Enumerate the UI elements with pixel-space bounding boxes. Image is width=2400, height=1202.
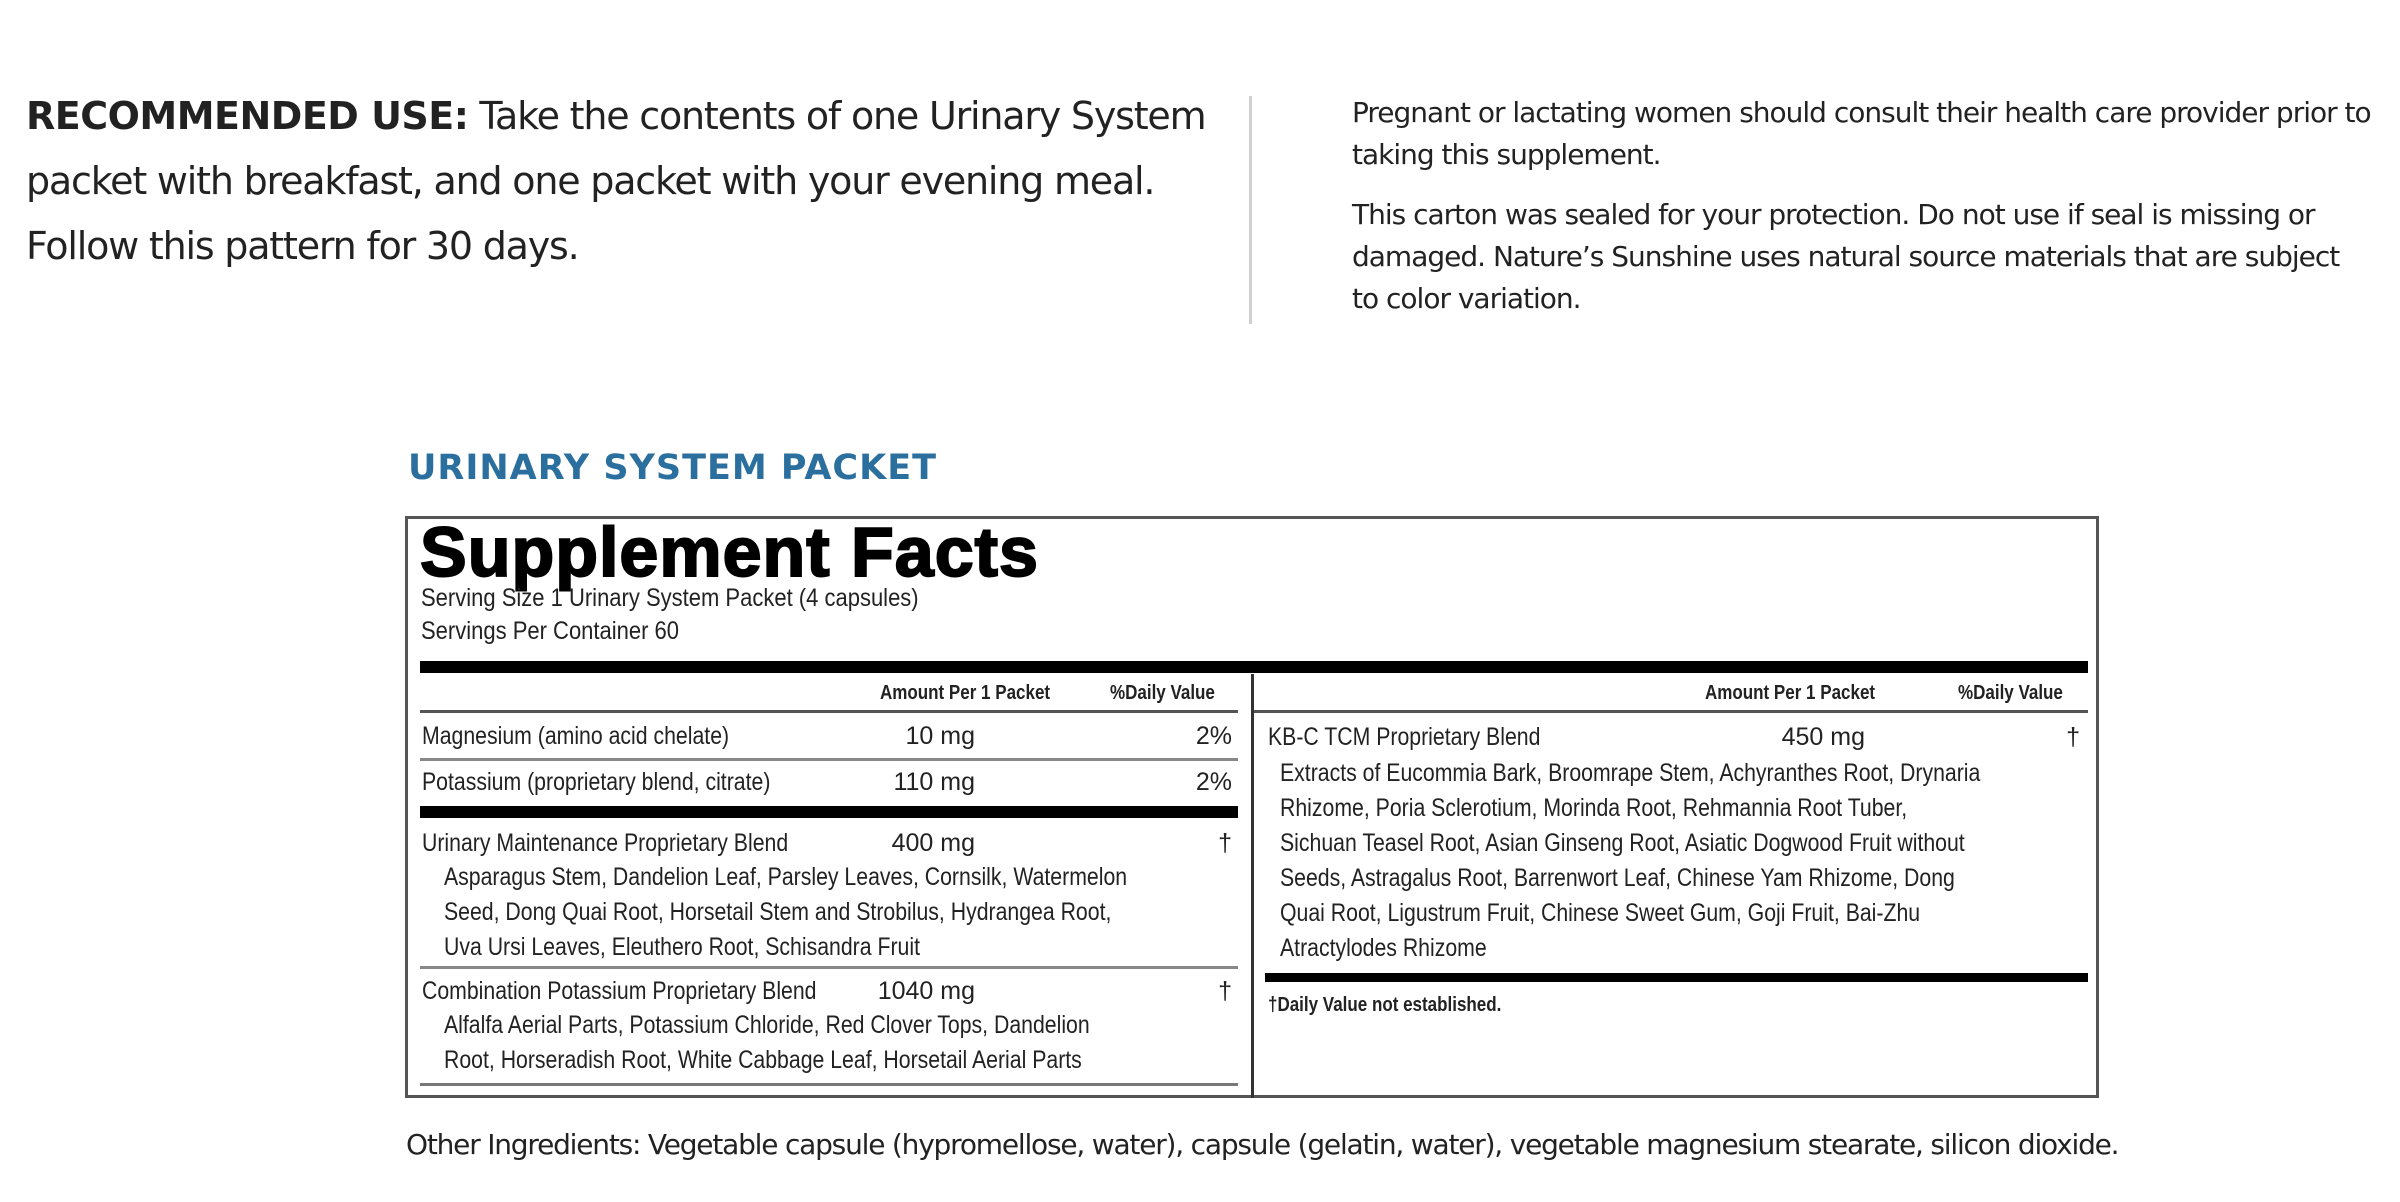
recommended-use-body: Take the contents of one Urinary System packet with breakfast, and one packet with your evening meal. Follow this pattern for 30 days. [26, 94, 1206, 268]
dagger-mark: † [1218, 829, 1232, 857]
blend-amount: 400 mg [891, 829, 975, 857]
ingredients-line: Asparagus Stem, Dandelion Leaf, Parsley Leaves, Cornsilk, Watermelon [444, 863, 1128, 891]
nutrient-amount: 10 mg [905, 722, 975, 750]
thin-rule [420, 758, 1238, 761]
blend-ingredients [444, 1008, 1090, 1078]
packet-title: URINARY SYSTEM PACKET [408, 448, 938, 488]
blend-amount: 450 mg [1781, 723, 1865, 751]
nutrient-name: Magnesium (amino acid chelate) [422, 722, 730, 750]
blend-name: Urinary Maintenance Proprietary Blend [422, 829, 789, 857]
nutrient-name: Potassium (proprietary blend, citrate) [422, 768, 771, 796]
daily-value-footnote: †Daily Value not established. [1268, 994, 1502, 1016]
panel-column-divider [1251, 674, 1254, 1098]
left-dv-header: %Daily Value [1110, 682, 1215, 704]
left-amount-header: Amount Per 1 Packet [880, 682, 1051, 704]
ingredients-line: Seeds, Astragalus Root, Barrenwort Leaf, Chinese Yam Rhizome, Dong [1280, 864, 1955, 892]
seal-warning: This carton was sealed for your protection. Do not use if seal is missing or damaged. Nature’s Sunshine uses natural source materials that are subject to color variation. [1352, 198, 2340, 315]
right-dv-header: %Daily Value [1958, 682, 2063, 704]
ingredients-line: Alfalfa Aerial Parts, Potassium Chloride, Red Clover Tops, Dandelion [444, 1011, 1090, 1039]
thick-rule [420, 661, 2088, 673]
other-ingredients: Other Ingredients: Vegetable capsule (hypromellose, water), capsule (gelatin, water), vegetable magnesium stearate, silicon dioxide. [406, 1128, 2119, 1161]
thin-rule [1254, 710, 2088, 713]
blend-name: KB-C TCM Proprietary Blend [1268, 723, 1541, 751]
ingredients-line: Atractylodes Rhizome [1280, 934, 1487, 962]
ingredients-line: Extracts of Eucommia Bark, Broomrape Stem, Achyranthes Root, Drynaria [1280, 759, 1981, 787]
ingredients-line: Root, Horseradish Root, White Cabbage Leaf, Horsetail Aerial Parts [444, 1046, 1082, 1074]
supplement-facts-title: Supplement Facts [420, 513, 1039, 591]
thin-rule [420, 966, 1238, 969]
right-amount-header: Amount Per 1 Packet [1705, 682, 1876, 704]
thin-rule [420, 710, 1238, 713]
warnings-block [1352, 92, 2372, 338]
blend-ingredients [444, 860, 1127, 965]
servings-per-container: Servings Per Container 60 [421, 617, 680, 645]
nutrient-dv: 2% [1195, 768, 1232, 796]
dagger-mark: † [1218, 977, 1232, 1005]
recommended-use-label: RECOMMENDED USE: [26, 94, 469, 138]
column-divider [1249, 96, 1252, 324]
pregnancy-warning: Pregnant or lactating women should consult their health care provider prior to taking this supplement. [1352, 96, 2371, 171]
recommended-use-text [26, 84, 1206, 279]
nutrient-amount: 110 mg [893, 768, 975, 796]
thick-rule [1265, 973, 2088, 982]
thin-rule [420, 1083, 1238, 1086]
nutrient-dv: 2% [1195, 722, 1232, 750]
ingredients-line: Uva Ursi Leaves, Eleuthero Root, Schisandra Fruit [444, 933, 920, 961]
thick-rule [420, 806, 1238, 818]
ingredients-line: Quai Root, Ligustrum Fruit, Chinese Sweet Gum, Goji Fruit, Bai-Zhu [1280, 899, 1921, 927]
ingredients-line: Rhizome, Poria Sclerotium, Morinda Root, Rehmannia Root Tuber, [1280, 794, 1908, 822]
ingredients-line: Sichuan Teasel Root, Asian Ginseng Root, Asiatic Dogwood Fruit without [1280, 829, 1965, 857]
blend-ingredients [1280, 756, 1980, 966]
ingredients-line: Seed, Dong Quai Root, Horsetail Stem and Strobilus, Hydrangea Root, [444, 898, 1112, 926]
blend-amount: 1040 mg [877, 977, 975, 1005]
dagger-mark: † [2066, 723, 2080, 751]
serving-size: Serving Size 1 Urinary System Packet (4 capsules) [421, 584, 919, 612]
blend-name: Combination Potassium Proprietary Blend [422, 977, 817, 1005]
